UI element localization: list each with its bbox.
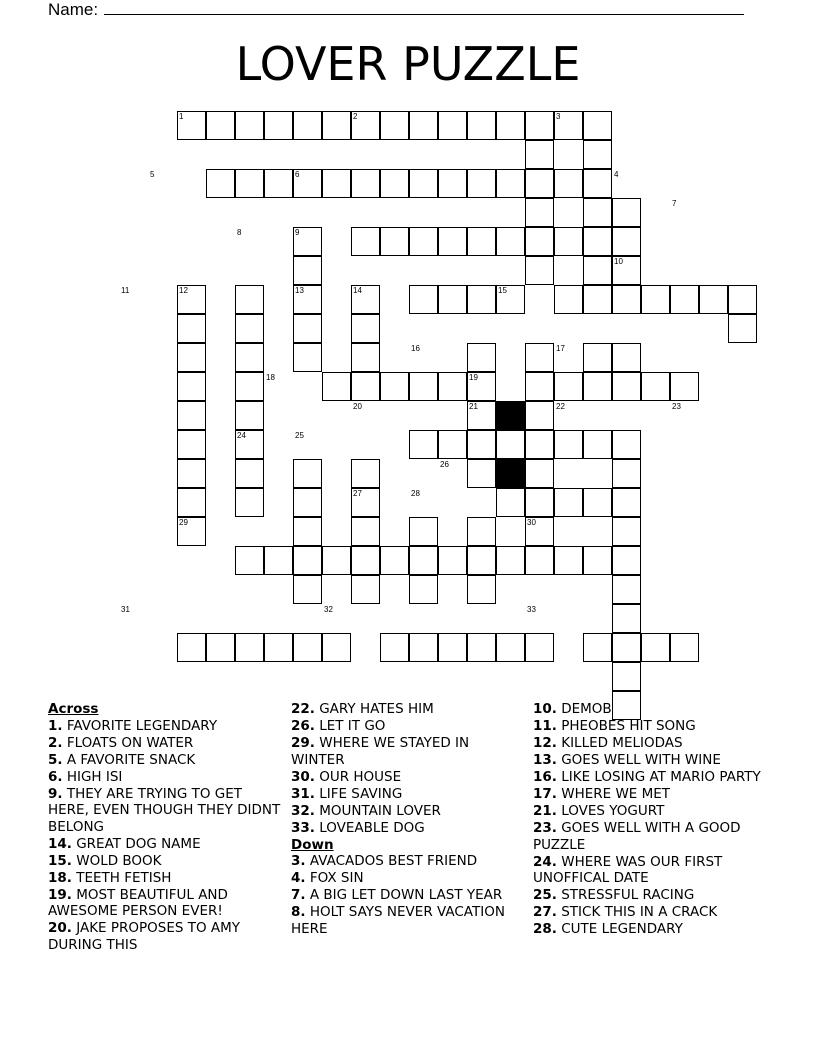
grid-cell[interactable]	[438, 227, 467, 256]
grid-cell[interactable]	[206, 111, 235, 140]
grid-cell[interactable]	[467, 343, 496, 372]
clue-item-number: 21.	[533, 803, 557, 819]
clue-number: 30	[527, 518, 536, 527]
clue-number: 28	[411, 489, 420, 498]
clue-item-text: JAKE PROPOSES TO AMY DURING THIS	[48, 920, 241, 953]
grid-cell[interactable]	[322, 111, 351, 140]
clue-item	[291, 701, 526, 718]
grid-cell[interactable]	[293, 488, 322, 517]
grid-cell[interactable]	[496, 633, 525, 662]
grid-cell[interactable]	[409, 285, 438, 314]
grid-cell[interactable]	[728, 314, 757, 343]
grid-cell[interactable]	[670, 285, 699, 314]
clue-number: 3	[556, 112, 561, 121]
grid-cell[interactable]	[235, 546, 264, 575]
grid-cell[interactable]	[496, 430, 525, 459]
grid-cell[interactable]	[351, 169, 380, 198]
clue-item	[291, 769, 526, 786]
grid-cell[interactable]	[293, 343, 322, 372]
grid-cell[interactable]	[293, 633, 322, 662]
grid-cell[interactable]	[554, 285, 583, 314]
grid-cell[interactable]	[467, 169, 496, 198]
grid-cell[interactable]	[264, 546, 293, 575]
clue-item-text: A FAVORITE SNACK	[66, 751, 196, 768]
clue-item	[533, 786, 768, 803]
clue-item-text: A BIG LET DOWN LAST YEAR	[309, 887, 503, 903]
clue-column-1	[48, 701, 283, 954]
clue-item-text: MOUNTAIN LOVER	[319, 802, 441, 819]
clue-item	[533, 735, 768, 752]
clue-item-text: GARY HATES HIM	[319, 701, 434, 717]
grid-cell[interactable]	[525, 372, 554, 401]
clue-item-text: HIGH ISI	[66, 768, 123, 785]
blocked-cell	[496, 459, 525, 488]
clue-item-text: FLOATS ON WATER	[66, 734, 194, 751]
clue-item-text: GOES WELL WITH WINE	[561, 752, 721, 768]
grid-cell[interactable]	[177, 459, 206, 488]
grid-cell[interactable]	[380, 546, 409, 575]
clue-item	[533, 887, 768, 904]
grid-cell[interactable]	[583, 256, 612, 285]
grid-cell[interactable]	[612, 343, 641, 372]
grid-cell[interactable]	[583, 169, 612, 198]
clue-item-text: KILLED MELIODAS	[561, 735, 683, 751]
clue-item-text: WHERE WE MET	[561, 786, 671, 802]
grid-cell[interactable]	[554, 169, 583, 198]
clue-item	[291, 735, 526, 768]
clue-number: 10	[614, 257, 623, 266]
grid-cell[interactable]	[525, 343, 554, 372]
grid-cell[interactable]	[380, 372, 409, 401]
clue-item-text: FAVORITE LEGENDARY	[66, 717, 218, 734]
clue-number: 13	[295, 286, 304, 295]
grid-cell[interactable]	[641, 285, 670, 314]
grid-cell[interactable]	[583, 285, 612, 314]
clue-item-number: 23.	[533, 820, 557, 836]
grid-cell[interactable]	[380, 111, 409, 140]
grid-cell[interactable]	[177, 372, 206, 401]
clue-number: 9	[295, 228, 300, 237]
clue-item-number: 31.	[291, 785, 315, 802]
puzzle-title: LOVER PUZZLE	[235, 37, 581, 91]
clue-item	[533, 921, 768, 938]
clue-item-number: 12.	[533, 735, 557, 751]
clue-number: 21	[469, 402, 478, 411]
grid-cell[interactable]	[438, 169, 467, 198]
clue-item-text: HOLT SAYS NEVER VACATION HERE	[291, 904, 505, 937]
grid-cell[interactable]	[525, 459, 554, 488]
grid-cell[interactable]	[177, 633, 206, 662]
clue-item	[48, 853, 283, 870]
grid-cell[interactable]	[235, 314, 264, 343]
grid-cell[interactable]	[525, 140, 554, 169]
clue-item-text: LOVEABLE DOG	[319, 819, 425, 836]
grid-cell[interactable]	[264, 633, 293, 662]
clue-item	[533, 854, 768, 887]
grid-cell[interactable]	[322, 633, 351, 662]
clue-item-number: 8.	[291, 904, 306, 920]
grid-cell[interactable]	[641, 633, 670, 662]
clue-item-number: 3.	[291, 853, 306, 869]
grid-cell[interactable]	[612, 604, 641, 633]
grid-cell[interactable]	[177, 401, 206, 430]
clue-item	[533, 769, 768, 786]
clue-number: 23	[672, 402, 681, 411]
clue-number: 4	[614, 170, 619, 179]
grid-cell[interactable]	[525, 488, 554, 517]
clue-item-number: 27.	[533, 904, 557, 920]
clue-item	[48, 718, 283, 735]
clue-item-text: WHERE WE STAYED IN WINTER	[291, 735, 470, 768]
grid-cell[interactable]	[583, 372, 612, 401]
clue-item-number: 18.	[48, 869, 72, 886]
grid-cell[interactable]	[496, 546, 525, 575]
grid-cell[interactable]	[206, 633, 235, 662]
grid-cell[interactable]	[612, 517, 641, 546]
grid-cell[interactable]	[525, 633, 554, 662]
name-label: Name:	[48, 0, 99, 19]
clue-item-text: LIKE LOSING AT MARIO PARTY	[561, 769, 761, 785]
grid-cell[interactable]	[554, 546, 583, 575]
clue-item-number: 33.	[291, 819, 315, 836]
clue-number: 15	[498, 286, 507, 295]
clue-item-text: LET IT GO	[319, 718, 386, 734]
grid-cell[interactable]	[583, 140, 612, 169]
grid-cell[interactable]	[409, 575, 438, 604]
grid-cell[interactable]	[525, 546, 554, 575]
clue-number: 27	[353, 489, 362, 498]
grid-cell[interactable]	[409, 430, 438, 459]
grid-cell[interactable]	[467, 517, 496, 546]
grid-cell[interactable]	[438, 285, 467, 314]
grid-cell[interactable]	[583, 111, 612, 140]
clue-item-number: 25.	[533, 887, 557, 903]
clue-item-number: 11.	[533, 718, 557, 734]
grid-cell[interactable]	[554, 430, 583, 459]
clue-item	[533, 752, 768, 769]
clue-item	[533, 701, 768, 718]
clue-column-3	[533, 701, 768, 938]
grid-cell[interactable]	[351, 314, 380, 343]
clue-item-number: 30.	[291, 768, 315, 785]
clue-number: 6	[295, 170, 300, 179]
grid-cell[interactable]	[177, 430, 206, 459]
clue-number: 26	[440, 460, 449, 469]
clue-item	[48, 752, 283, 769]
grid-cell[interactable]	[612, 488, 641, 517]
grid-cell[interactable]	[235, 488, 264, 517]
grid-cell[interactable]	[728, 285, 757, 314]
grid-cell[interactable]	[293, 575, 322, 604]
clue-item	[291, 870, 526, 887]
clue-number: 18	[266, 373, 275, 382]
grid-cell[interactable]	[525, 256, 554, 285]
clue-item-number: 26.	[291, 718, 315, 734]
grid-cell[interactable]	[496, 111, 525, 140]
grid-cell[interactable]	[583, 343, 612, 372]
grid-cell[interactable]	[554, 372, 583, 401]
clue-item	[48, 786, 283, 836]
grid-cell[interactable]	[612, 198, 641, 227]
clue-item	[48, 870, 283, 887]
clue-number: 8	[237, 228, 242, 237]
clue-item-text: WOLD BOOK	[76, 852, 162, 869]
clue-item	[48, 836, 283, 853]
grid-cell[interactable]	[496, 227, 525, 256]
clue-item-number: 19.	[48, 886, 72, 903]
clue-item-number: 17.	[533, 786, 557, 802]
clue-number: 29	[179, 518, 188, 527]
across-heading: Across	[48, 701, 99, 717]
clue-item-number: 16.	[533, 769, 557, 785]
grid-cell[interactable]	[177, 343, 206, 372]
grid-cell[interactable]	[293, 256, 322, 285]
grid-cell[interactable]	[177, 488, 206, 517]
clue-item-number: 4.	[291, 870, 306, 886]
grid-cell[interactable]	[235, 633, 264, 662]
grid-cell[interactable]	[612, 575, 641, 604]
clue-item	[48, 887, 283, 920]
grid-cell[interactable]	[496, 488, 525, 517]
grid-cell[interactable]	[583, 546, 612, 575]
clue-item	[48, 769, 283, 786]
grid-cell[interactable]	[351, 372, 380, 401]
grid-cell[interactable]	[612, 285, 641, 314]
clue-column-2	[291, 701, 526, 938]
grid-cell[interactable]	[525, 111, 554, 140]
grid-cell[interactable]	[235, 111, 264, 140]
grid-cell[interactable]	[235, 285, 264, 314]
clue-item	[291, 803, 526, 820]
grid-cell[interactable]	[206, 169, 235, 198]
grid-cell[interactable]	[525, 430, 554, 459]
grid-cell[interactable]	[380, 633, 409, 662]
grid-cell[interactable]	[670, 372, 699, 401]
grid-cell[interactable]	[467, 111, 496, 140]
grid-cell[interactable]	[612, 372, 641, 401]
grid-cell[interactable]	[235, 372, 264, 401]
clue-item-number: 28.	[533, 921, 557, 937]
clue-number: 31	[121, 605, 130, 614]
clue-item-number: 7.	[291, 887, 306, 903]
grid-cell[interactable]	[438, 372, 467, 401]
clue-item-number: 10.	[533, 701, 557, 717]
clue-item-text: STICK THIS IN A CRACK	[561, 904, 718, 920]
clue-number: 7	[672, 199, 677, 208]
grid-cell[interactable]	[409, 111, 438, 140]
grid-cell[interactable]	[467, 546, 496, 575]
grid-cell[interactable]	[554, 227, 583, 256]
clue-item-number: 9.	[48, 785, 63, 802]
grid-cell[interactable]	[351, 459, 380, 488]
clue-number: 12	[179, 286, 188, 295]
clue-item-number: 13.	[533, 752, 557, 768]
clue-number: 1	[179, 112, 184, 121]
grid-cell[interactable]	[438, 430, 467, 459]
clue-item-number: 32.	[291, 802, 315, 819]
grid-cell[interactable]	[264, 169, 293, 198]
clue-item-text: CUTE LEGENDARY	[561, 921, 683, 937]
grid-cell[interactable]	[293, 459, 322, 488]
clue-number: 14	[353, 286, 362, 295]
grid-cell[interactable]	[438, 546, 467, 575]
clue-item-text: STRESSFUL RACING	[561, 887, 695, 903]
clue-number: 25	[295, 431, 304, 440]
clue-item	[291, 887, 526, 904]
clue-item	[533, 803, 768, 820]
grid-cell[interactable]	[496, 169, 525, 198]
clue-item-number: 29.	[291, 735, 315, 751]
down-heading: Down	[291, 836, 334, 853]
clue-number: 32	[324, 605, 333, 614]
clue-item-number: 1.	[48, 717, 63, 734]
grid-cell[interactable]	[322, 372, 351, 401]
grid-cell[interactable]	[438, 111, 467, 140]
grid-cell[interactable]	[322, 546, 351, 575]
clue-number: 5	[150, 170, 155, 179]
clue-item	[533, 718, 768, 735]
grid-cell[interactable]	[293, 517, 322, 546]
grid-cell[interactable]	[641, 372, 670, 401]
clue-item	[291, 718, 526, 735]
grid-cell[interactable]	[467, 459, 496, 488]
grid-cell[interactable]	[438, 633, 467, 662]
grid-cell[interactable]	[322, 169, 351, 198]
grid-cell[interactable]	[467, 575, 496, 604]
grid-cell[interactable]	[235, 401, 264, 430]
grid-cell[interactable]	[467, 633, 496, 662]
clue-item	[291, 786, 526, 803]
clue-item	[533, 904, 768, 921]
grid-cell[interactable]	[409, 169, 438, 198]
grid-cell[interactable]	[583, 198, 612, 227]
grid-cell[interactable]	[380, 227, 409, 256]
clue-item-number: 24.	[533, 853, 557, 870]
grid-cell[interactable]	[409, 517, 438, 546]
grid-cell[interactable]	[409, 372, 438, 401]
grid-cell[interactable]	[409, 227, 438, 256]
grid-cell[interactable]	[583, 633, 612, 662]
grid-cell[interactable]	[612, 633, 641, 662]
blocked-cell	[496, 401, 525, 430]
grid-cell[interactable]	[525, 198, 554, 227]
clue-item-text: DEMOB	[561, 701, 612, 717]
clue-item-text: LIFE SAVING	[319, 785, 403, 802]
grid-cell[interactable]	[351, 517, 380, 546]
clue-number: 19	[469, 373, 478, 382]
grid-cell[interactable]	[467, 430, 496, 459]
clue-item	[48, 920, 283, 953]
clue-item-text: GREAT DOG NAME	[76, 835, 201, 852]
grid-cell[interactable]	[293, 111, 322, 140]
clue-number: 16	[411, 344, 420, 353]
clue-number: 17	[556, 344, 565, 353]
grid-cell[interactable]	[235, 169, 264, 198]
clue-item-number: 14.	[48, 835, 72, 852]
clue-number: 11	[121, 286, 130, 295]
grid-cell[interactable]	[409, 546, 438, 575]
grid-cell[interactable]	[467, 285, 496, 314]
grid-cell[interactable]	[525, 227, 554, 256]
grid-cell[interactable]	[351, 546, 380, 575]
clue-item-text: AVACADOS BEST FRIEND	[309, 853, 478, 869]
clue-item-text: GOES WELL WITH A GOOD PUZZLE	[533, 820, 741, 853]
grid-cell[interactable]	[612, 459, 641, 488]
grid-cell[interactable]	[351, 575, 380, 604]
grid-cell[interactable]	[409, 633, 438, 662]
clue-number: 20	[353, 402, 362, 411]
grid-cell[interactable]	[467, 227, 496, 256]
grid-cell[interactable]	[612, 546, 641, 575]
clue-item-number: 22.	[291, 701, 315, 717]
grid-cell[interactable]	[235, 459, 264, 488]
grid-cell[interactable]	[525, 401, 554, 430]
clue-item-text: OUR HOUSE	[319, 768, 402, 785]
grid-cell[interactable]	[699, 285, 728, 314]
clue-number: 2	[353, 112, 358, 121]
clue-item-number: 6.	[48, 768, 63, 785]
clue-item	[291, 904, 526, 937]
grid-cell[interactable]	[293, 546, 322, 575]
grid-cell[interactable]	[380, 169, 409, 198]
clue-item-text: MOST BEAUTIFUL AND AWESOME PERSON EVER!	[48, 886, 228, 919]
grid-cell[interactable]	[264, 111, 293, 140]
grid-cell[interactable]	[525, 169, 554, 198]
grid-cell[interactable]	[235, 343, 264, 372]
clue-number: 33	[527, 605, 536, 614]
grid-cell[interactable]	[612, 430, 641, 459]
clue-item-text: TEETH FETISH	[76, 869, 172, 886]
clue-item	[533, 820, 768, 853]
clue-item-text: WHERE WAS OUR FIRST UNOFFICAL DATE	[533, 853, 723, 886]
grid-cell[interactable]	[554, 488, 583, 517]
grid-cell[interactable]	[670, 633, 699, 662]
clue-item-text: FOX SIN	[309, 870, 364, 886]
clue-item-text: PHEOBES HIT SONG	[561, 718, 696, 734]
clue-number: 22	[556, 402, 565, 411]
clue-item-number: 2.	[48, 734, 63, 751]
clue-item	[48, 735, 283, 752]
grid-cell[interactable]	[583, 227, 612, 256]
grid-cell[interactable]	[583, 430, 612, 459]
clue-item-number: 5.	[48, 751, 63, 768]
grid-cell[interactable]	[583, 488, 612, 517]
clue-item-text: THEY ARE TRYING TO GET HERE, EVEN THOUGH THEY DIDNT BELONG	[48, 785, 281, 835]
clue-item	[291, 820, 526, 837]
grid-cell[interactable]	[351, 227, 380, 256]
grid-cell[interactable]	[612, 227, 641, 256]
clue-item	[291, 853, 526, 870]
grid-cell[interactable]	[351, 343, 380, 372]
grid-cell[interactable]	[177, 314, 206, 343]
clue-item-text: LOVES YOGURT	[561, 803, 665, 819]
clue-item-number: 15.	[48, 852, 72, 869]
clue-item-number: 20.	[48, 920, 72, 936]
grid-cell[interactable]	[612, 662, 641, 691]
clue-number: 24	[237, 431, 246, 440]
grid-cell[interactable]	[293, 314, 322, 343]
